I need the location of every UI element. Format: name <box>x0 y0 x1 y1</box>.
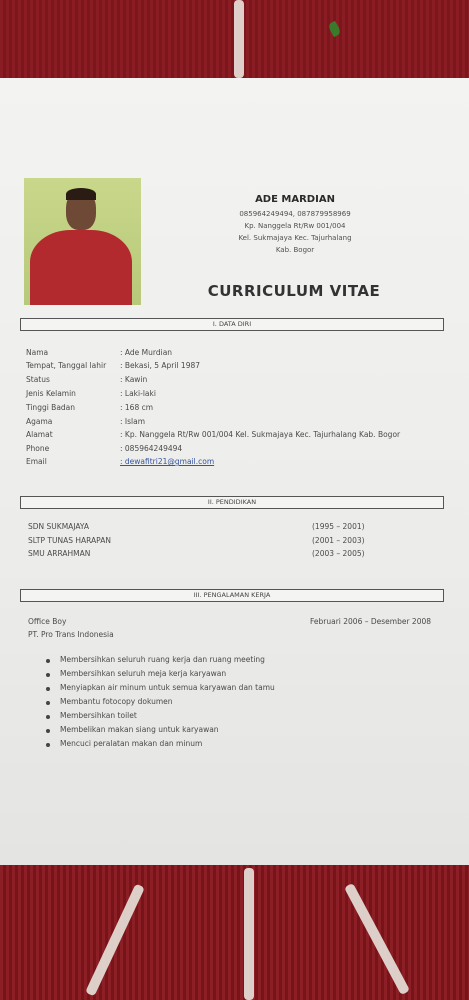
applicant-name: ADE MARDIAN <box>255 194 335 205</box>
bullet-icon <box>46 729 50 733</box>
carpet-stripe <box>244 868 254 1000</box>
personal-value: : Bekasi, 5 April 1987 <box>120 361 201 370</box>
section-experience-header: III. PENGALAMAN KERJA <box>20 589 444 602</box>
address-line-1: Kp. Nanggela Rt/Rw 001/004 <box>244 222 346 230</box>
bullet-icon <box>46 673 50 677</box>
job-duty: Membantu fotocopy dokumen <box>60 697 173 706</box>
personal-value: : Kp. Nanggela Rt/Rw 001/004 Kel. Sukmajaya Kec. Tajurhalang Kab. Bogor <box>120 430 401 439</box>
personal-value: : Ade Murdian <box>120 348 173 357</box>
personal-label: Status <box>26 375 50 384</box>
section-personal-header: I. DATA DIRI <box>20 318 444 331</box>
job-period: Februari 2006 – Desember 2008 <box>310 617 432 626</box>
job-duty: Membelikan makan siang untuk karyawan <box>60 725 219 734</box>
personal-label: Tinggi Badan <box>26 403 76 412</box>
education-school: SDN SUKMAJAYA <box>28 522 90 531</box>
personal-value: : Laki-laki <box>120 389 156 398</box>
job-duty: Membersihkan toilet <box>60 711 137 720</box>
email-link[interactable]: : dewafitri21@gmail.com <box>120 457 215 466</box>
job-duty: Membersihkan seluruh meja kerja karyawan <box>60 669 227 678</box>
personal-label: Phone <box>26 444 50 453</box>
job-company: PT. Pro Trans Indonesia <box>28 630 114 639</box>
contact-header <box>220 194 370 256</box>
bullet-icon <box>46 659 50 663</box>
address-line-2: Kel. Sukmajaya Kec. Tajurhalang <box>238 234 352 242</box>
job-duty: Mencuci peralatan makan dan minum <box>60 739 203 748</box>
phone-numbers: 085964249494, 087879958969 <box>239 210 351 218</box>
bullet-icon <box>46 743 50 747</box>
bullet-icon <box>46 701 50 705</box>
personal-label: Agama <box>26 417 53 426</box>
personal-value: : 168 cm <box>120 403 154 412</box>
personal-label: Alamat <box>26 430 53 439</box>
personal-label: Tempat, Tanggal lahir <box>26 361 107 370</box>
bullet-icon <box>46 715 50 719</box>
personal-value: : 085964249494 <box>120 444 183 453</box>
bullet-icon <box>46 687 50 691</box>
personal-value: : Kawin <box>120 375 148 384</box>
personal-label: Nama <box>26 348 49 357</box>
education-years: (2001 – 2003) <box>312 536 365 545</box>
document-title: CURRICULUM VITAE <box>207 282 381 300</box>
personal-label: Email <box>26 457 47 466</box>
education-years: (1995 – 2001) <box>312 522 365 531</box>
education-school: SLTP TUNAS HARAPAN <box>28 536 111 545</box>
job-position: Office Boy <box>28 617 67 626</box>
carpet-stripe <box>234 0 244 78</box>
profile-photo <box>24 178 141 305</box>
education-school: SMU ARRAHMAN <box>28 549 91 558</box>
personal-label: Jenis Kelamin <box>26 389 76 398</box>
personal-value: : Islam <box>120 417 146 426</box>
education-years: (2003 – 2005) <box>312 549 365 558</box>
job-duty: Menyiapkan air minum untuk semua karyawan dan tamu <box>60 683 275 692</box>
section-education-header: II. PENDIDIKAN <box>20 496 444 509</box>
address-line-3: Kab. Bogor <box>275 246 315 254</box>
job-duty: Membersihkan seluruh ruang kerja dan ruang meeting <box>60 655 265 664</box>
